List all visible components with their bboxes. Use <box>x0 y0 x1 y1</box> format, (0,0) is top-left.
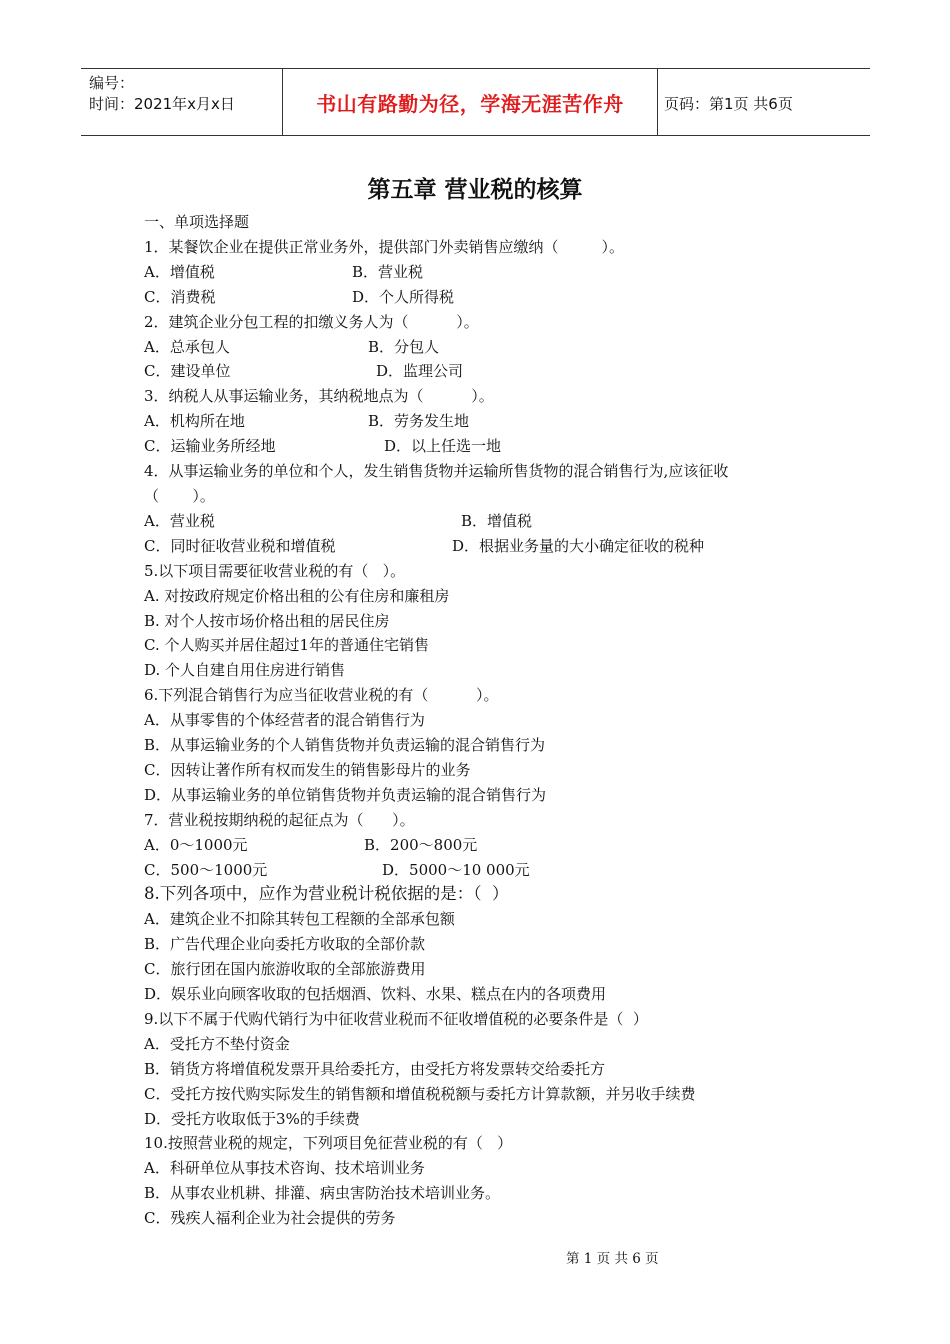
option: D. 个人自建自用住房进行销售 <box>144 661 346 679</box>
header-page-number: 页码：第1页 共6页 <box>664 95 793 113</box>
option: A. 对按政府规定价格出租的公有住房和廉租房 <box>144 587 450 605</box>
option: B．从事运输业务的个人销售货物并负责运输的混合销售行为 <box>144 736 546 754</box>
option: C．残疾人福利企业为社会提供的劳务 <box>144 1209 396 1227</box>
option: C．同时征收营业税和增值税 <box>144 537 336 555</box>
question-text: 6.下列混合销售行为应当征收营业税的有（ ）。 <box>144 686 499 704</box>
header-meta <box>89 73 235 115</box>
option: D．受托方收取低于3%的手续费 <box>144 1110 360 1128</box>
option: B．劳务发生地 <box>368 412 470 430</box>
section-heading: 一、单项选择题 <box>144 213 250 231</box>
question-text: 4．从事运输业务的单位和个人，发生销售货物并运输所售货物的混合销售行为,应该征收 <box>144 462 729 480</box>
option: C．因转让著作所有权而发生的销售影母片的业务 <box>144 761 471 779</box>
question-text: 10.按照营业税的规定，下列项目免征营业税的有（ ） <box>144 1134 513 1152</box>
question-text: 3．纳税人从事运输业务，其纳税地点为（ ）。 <box>144 387 494 405</box>
option: D．以上任选一地 <box>384 437 502 455</box>
option: D．监理公司 <box>376 362 464 380</box>
option: A．从事零售的个体经营者的混合销售行为 <box>144 711 425 729</box>
option: C．旅行团在国内旅游收取的全部旅游费用 <box>144 960 426 978</box>
option: B．从事农业机耕、排灌、病虫害防治技术培训业务。 <box>144 1184 501 1202</box>
page-footer: 第 1 页 共 6 页 <box>566 1251 659 1267</box>
option: B. 对个人按市场价格出租的居民住房 <box>144 612 390 630</box>
chapter-title: 第五章 营业税的核算 <box>367 177 583 203</box>
question-text: 8.下列各项中，应作为营业税计税依据的是：（ ） <box>144 884 509 903</box>
doc-number-label: 编号： <box>89 74 135 92</box>
option: D．娱乐业向顾客收取的包括烟酒、饮料、水果、糕点在内的各项费用 <box>144 985 607 1003</box>
option: A．科研单位从事技术咨询、技术培训业务 <box>144 1159 425 1177</box>
option: B．营业税 <box>352 263 424 281</box>
option: C．消费税 <box>144 288 216 306</box>
question-text-cont: （ ）。 <box>144 487 215 505</box>
option: D．个人所得税 <box>352 288 455 306</box>
doc-date-label: 时间：2021年x月x日 <box>89 95 235 113</box>
option: A．营业税 <box>144 512 215 530</box>
option: C．受托方按代购实际发生的销售额和增值税税额与委托方计算款额，并另收手续费 <box>144 1085 696 1103</box>
option: A．增值税 <box>144 263 215 281</box>
option: D．从事运输业务的单位销售货物并负责运输的混合销售行为 <box>144 786 547 804</box>
option: C. 个人购买并居住超过1年的普通住宅销售 <box>144 636 430 654</box>
option: B．广告代理企业向委托方收取的全部价款 <box>144 935 426 953</box>
page-header <box>81 68 870 136</box>
option: C．运输业务所经地 <box>144 437 276 455</box>
option: B．200～800元 <box>364 836 478 854</box>
header-divider <box>282 69 283 135</box>
option: D．根据业务量的大小确定征收的税种 <box>452 537 705 555</box>
option: A．0～1000元 <box>144 836 248 854</box>
option: B．销货方将增值税发票开具给委托方，由受托方将发票转交给委托方 <box>144 1060 606 1078</box>
option: C．建设单位 <box>144 362 231 380</box>
option: A．受托方不垫付资金 <box>144 1035 290 1053</box>
option: C．500～1000元 <box>144 861 268 879</box>
option: B．分包人 <box>368 338 440 356</box>
question-text: 9.以下不属于代购代销行为中征收营业税而不征收增值税的必要条件是（ ） <box>144 1010 648 1028</box>
option: D．5000～10 000元 <box>382 861 530 879</box>
question-text: 1．某餐饮企业在提供正常业务外，提供部门外卖销售应缴纳（ ）。 <box>144 238 624 256</box>
header-divider <box>657 69 658 135</box>
option: A．总承包人 <box>144 338 230 356</box>
question-text: 2．建筑企业分包工程的扣缴义务人为（ ）。 <box>144 313 479 331</box>
question-text: 7．营业税按期纳税的起征点为（ ）。 <box>144 811 415 829</box>
question-text: 5.以下项目需要征收营业税的有（ ）。 <box>144 562 406 580</box>
header-motto: 书山有路勤为径，学海无涯苦作舟 <box>316 91 624 116</box>
option: B．增值税 <box>461 512 533 530</box>
option: A．机构所在地 <box>144 412 245 430</box>
option: A．建筑企业不扣除其转包工程额的全部承包额 <box>144 910 455 928</box>
